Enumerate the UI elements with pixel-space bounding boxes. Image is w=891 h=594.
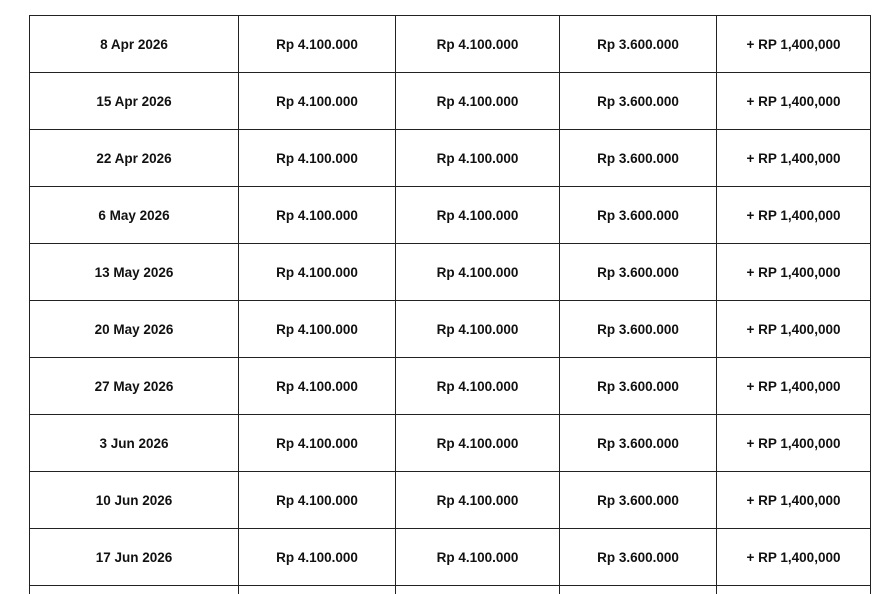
price-cell: Rp 4.100.000 [239,130,396,187]
date-cell: 10 Jun 2026 [30,472,239,529]
price-cell: Rp 4.100.000 [239,529,396,586]
price-cell: Rp 4.100.000 [396,244,560,301]
date-cell: 8 Apr 2026 [30,16,239,73]
price-cell: Rp 3.600.000 [560,187,717,244]
price-cell: Rp 3.600.000 [560,16,717,73]
date-cell: 3 Jun 2026 [30,415,239,472]
price-cell: Rp 3.600.000 [560,472,717,529]
price-cell: Rp 3.600.000 [560,415,717,472]
date-cell: 17 Jun 2026 [30,529,239,586]
table-row [30,16,871,73]
empty-cell [560,586,717,594]
table-row [30,529,871,586]
table-row [30,472,871,529]
empty-cell [717,586,871,594]
price-cell: Rp 4.100.000 [396,415,560,472]
empty-cell [30,586,239,594]
surcharge-cell: + RP 1,400,000 [717,187,871,244]
surcharge-cell: + RP 1,400,000 [717,472,871,529]
price-cell: Rp 3.600.000 [560,244,717,301]
price-cell: Rp 3.600.000 [560,301,717,358]
price-cell: Rp 4.100.000 [396,472,560,529]
surcharge-cell: + RP 1,400,000 [717,16,871,73]
date-cell: 20 May 2026 [30,301,239,358]
surcharge-cell: + RP 1,400,000 [717,301,871,358]
price-cell: Rp 4.100.000 [396,529,560,586]
price-cell: Rp 4.100.000 [239,415,396,472]
table-row [30,73,871,130]
price-cell: Rp 4.100.000 [239,244,396,301]
price-cell: Rp 3.600.000 [560,529,717,586]
price-cell: Rp 4.100.000 [239,16,396,73]
date-cell: 13 May 2026 [30,244,239,301]
price-cell: Rp 3.600.000 [560,358,717,415]
price-cell: Rp 4.100.000 [239,301,396,358]
table-row [30,358,871,415]
price-cell: Rp 4.100.000 [396,130,560,187]
price-cell: Rp 4.100.000 [396,187,560,244]
empty-cell [396,586,560,594]
surcharge-cell: + RP 1,400,000 [717,73,871,130]
date-cell: 6 May 2026 [30,187,239,244]
table-row [30,415,871,472]
table-row [30,130,871,187]
surcharge-cell: + RP 1,400,000 [717,244,871,301]
date-cell: 27 May 2026 [30,358,239,415]
price-cell: Rp 4.100.000 [396,358,560,415]
price-cell: Rp 3.600.000 [560,73,717,130]
price-cell: Rp 4.100.000 [396,301,560,358]
surcharge-cell: + RP 1,400,000 [717,415,871,472]
price-cell: Rp 4.100.000 [396,73,560,130]
surcharge-cell: + RP 1,400,000 [717,130,871,187]
price-cell: Rp 4.100.000 [239,73,396,130]
empty-cell [239,586,396,594]
price-cell: Rp 4.100.000 [239,187,396,244]
date-cell: 22 Apr 2026 [30,130,239,187]
price-cell: Rp 4.100.000 [396,16,560,73]
price-table [29,15,871,594]
table-row [30,301,871,358]
table-row [30,187,871,244]
price-cell: Rp 4.100.000 [239,358,396,415]
table-row [30,244,871,301]
date-cell: 15 Apr 2026 [30,73,239,130]
surcharge-cell: + RP 1,400,000 [717,358,871,415]
price-cell: Rp 4.100.000 [239,472,396,529]
surcharge-cell: + RP 1,400,000 [717,529,871,586]
price-cell: Rp 3.600.000 [560,130,717,187]
table-row-partial [30,586,871,594]
